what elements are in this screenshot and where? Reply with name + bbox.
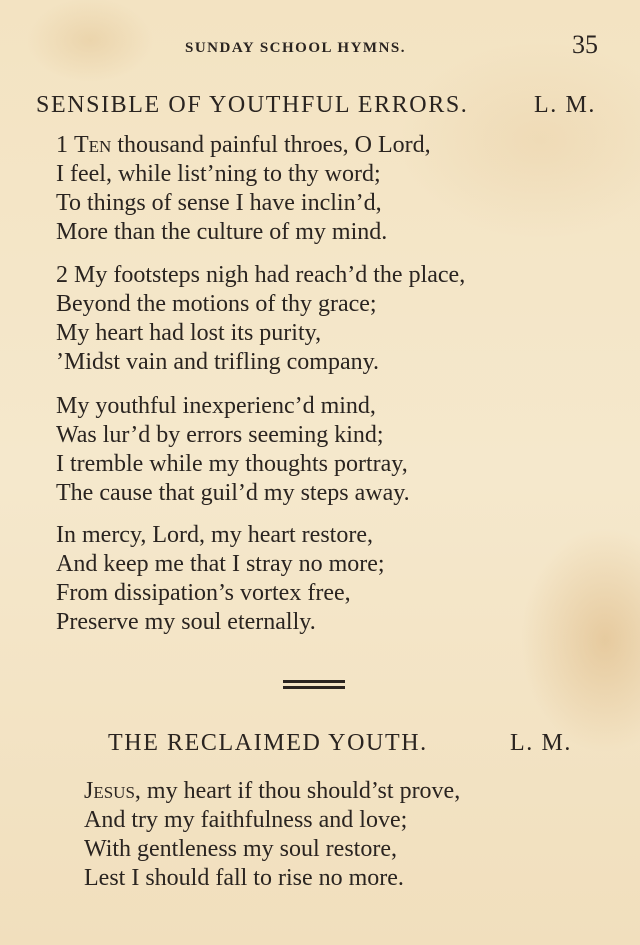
- stanza-line: [56, 261, 465, 290]
- stanza-line: Lest I should fall to rise no more.: [84, 865, 404, 891]
- line-text: thousand painful throes, O Lord,: [111, 132, 431, 158]
- stanza-line: With gentleness my soul restore,: [84, 836, 397, 862]
- stanza-line: My youthful inexperienc’d mind,: [56, 393, 376, 419]
- hymn-title: [108, 730, 572, 757]
- stanza-line: The cause that guil’d my steps away.: [56, 480, 410, 506]
- stanza-line: To things of sense I have inclin’d,: [56, 190, 382, 216]
- verse-number: 2: [56, 262, 68, 288]
- hymn-title: [36, 92, 596, 119]
- stanza-line: Beyond the motions of thy grace;: [56, 291, 377, 317]
- stanza-line: I tremble while my thoughts portray,: [56, 451, 408, 477]
- hymn-title-text: THE RECLAIMED YOUTH.: [108, 730, 428, 756]
- page-number: 35: [572, 30, 598, 59]
- stanza-line: And keep me that I stray no more;: [56, 551, 385, 577]
- hymn-meter: L. M.: [534, 92, 596, 118]
- verse-number: 1: [56, 132, 68, 158]
- first-word: Jesus: [84, 778, 135, 804]
- hymn-meter: L. M.: [510, 730, 572, 756]
- hymn-title-text: SENSIBLE OF YOUTHFUL ERRORS.: [36, 92, 469, 118]
- rule-line: [283, 680, 345, 683]
- stanza-line: In mercy, Lord, my heart restore,: [56, 522, 373, 548]
- stanza-line: Was lur’d by errors seeming kind;: [56, 422, 384, 448]
- line-text: , my heart if thou should’st prove,: [134, 778, 461, 804]
- first-word: Ten: [74, 132, 112, 158]
- rule-line: [283, 686, 345, 689]
- running-head: SUNDAY SCHOOL HYMNS.: [185, 40, 407, 56]
- stanza-line: More than the culture of my mind.: [56, 219, 388, 245]
- stanza-line: I feel, while list’ning to thy word;: [56, 161, 381, 187]
- stanza: [56, 131, 431, 247]
- stanza-line: Preserve my soul eternally.: [56, 609, 316, 635]
- stanza-line: ’Midst vain and trifling company.: [56, 349, 380, 375]
- stanza-line: And try my faithfulness and love;: [84, 807, 408, 833]
- double-rule-divider: [283, 680, 345, 692]
- stanza-line: [84, 777, 460, 806]
- stanza: [56, 392, 410, 508]
- stanza-line: My heart had lost its purity,: [56, 320, 322, 346]
- stanza: [56, 261, 465, 377]
- line-text: My footsteps nigh had reach’d the place,: [68, 262, 466, 288]
- stanza: [84, 777, 460, 893]
- stanza-line: [56, 131, 431, 160]
- stanza-line: From dissipation’s vortex free,: [56, 580, 351, 606]
- stanza: [56, 521, 385, 637]
